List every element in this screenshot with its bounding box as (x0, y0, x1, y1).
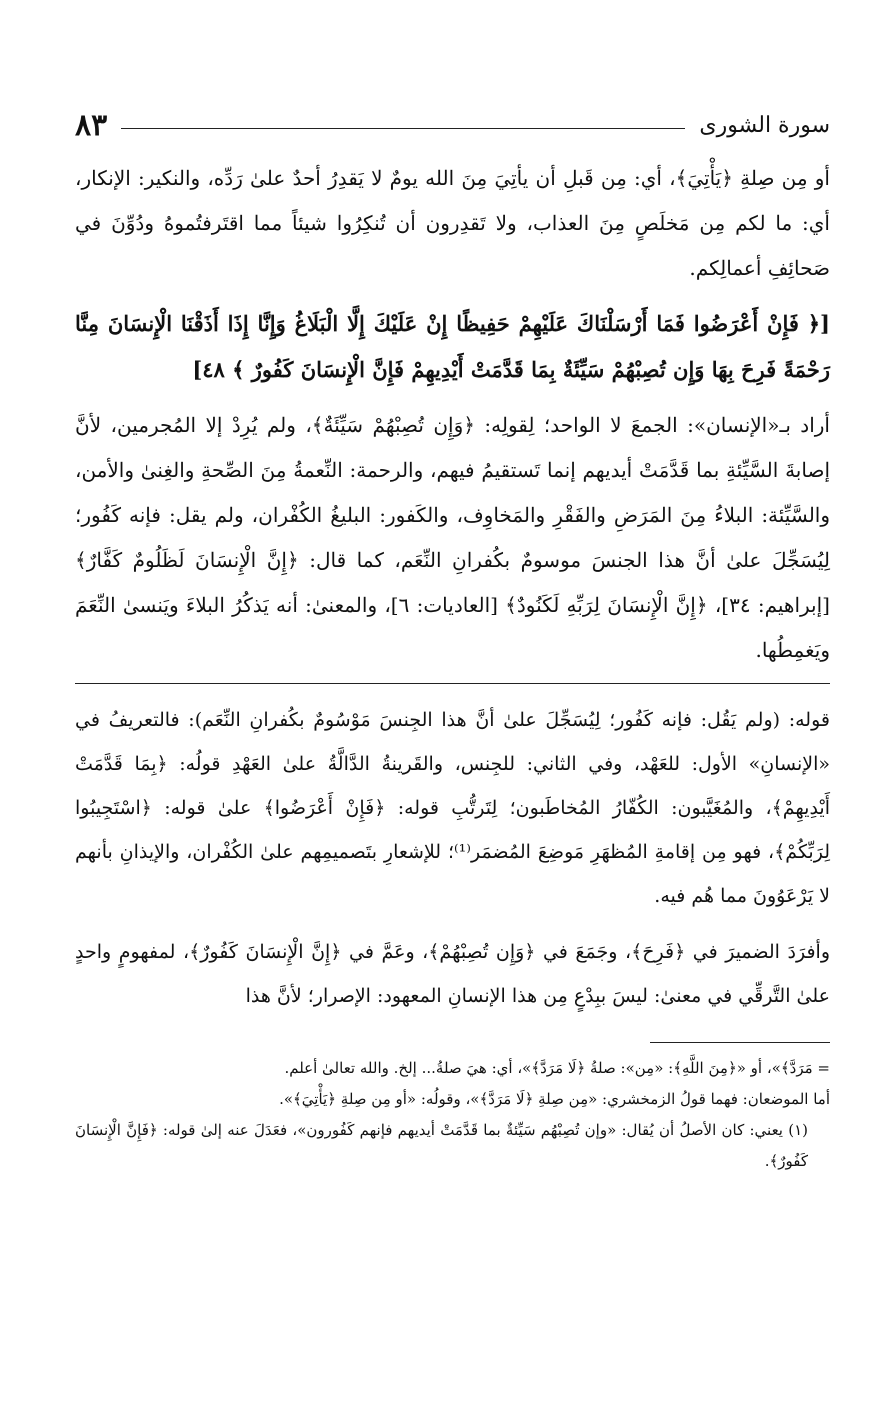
surah-title: سورة الشورى (699, 112, 830, 138)
header-rule (121, 128, 685, 129)
footnote-line: (١) يعني: كان الأصلُ أن يُقال: «وإن تُصِبْهُم سَيِّئةٌ بما قَدَّمَتْ أيديهم فإنهم كَفُورون»، فعَدَلَ عنه إلىٰ قوله: ﴿فَإِنَّ الْإِنسَانَ كَفُورٌ﴾. (75, 1121, 808, 1170)
footnote-line: = مَرَدَّ﴾»، أو «﴿مِنَ اللَّهِ﴾: «مِن»: صلةُ ﴿لَا مَرَدَّ﴾»، أي: هيَ صلةُ... إلخ. والله تعالىٰ أعلم. (284, 1059, 830, 1077)
commentary (75, 698, 830, 1018)
main-paragraph: أو مِن صِلةِ ﴿يَأْتِيَ﴾، أي: مِن قَبلِ أن يأتِيَ مِنَ الله يومٌ لا يَقدِرُ أحدٌ علىٰ رَدِّه، والنكير: الإنكار، أي: ما لكم مِن مَخلَصٍ مِنَ العذاب، ولا تَقدِرون أن تُنكِرُوا شيئاً مما اقتَرفتُموهُ ودُوِّنَ في صَحائِفِ أعمالِكم. (75, 166, 830, 280)
footnote-rule (650, 1042, 830, 1043)
footnote-line: أما الموضعان: فهما قولُ الزمخشري: «مِن صِلةِ ﴿لَا مَرَدَّ﴾»، وقولُه: «أو مِن صِلةِ ﴿يَأْتِيَ﴾». (279, 1090, 830, 1108)
footnotes (75, 1053, 830, 1177)
commentary-paragraph: وأفرَدَ الضميرَ في ﴿فَرِحَ﴾، وجَمَعَ في ﴿وَإِن تُصِبْهُمْ﴾، وعَمَّ في ﴿إِنَّ الْإِنسَانَ كَفُورٌ﴾، لمفهومٍ واحدٍ علىٰ التَّرقِّي في معنىٰ: ليسَ ببِدْعٍ مِن هذا الإنسانِ المعهود: الإصرار؛ لأنَّ هذا (75, 941, 830, 1007)
page-header (75, 100, 830, 150)
main-paragraph: أراد بـ«الإنسان»: الجمعَ لا الواحد؛ لِقولِه: ﴿وَإِن تُصِبْهُمْ سَيِّئَةٌ﴾، ولم يُرِدْ إلا المُجرمين، لأنَّ إصابةَ السَّيِّئةِ بما قَدَّمَتْ أيديهم إنما تَستقيمُ فيهم، والرحمة: النِّعمةُ مِنَ الصِّحةِ والغِنىٰ والأمن، والسَّيِّئة: البلاءُ مِنَ المَرَضِ والفَقْرِ والمَخاوِف، والكَفور: البليغُ الكُفْران، ولم يقل: فإنه كَفُور؛ لِيُسَجِّلَ علىٰ أنَّ هذا الجنسَ موسومٌ بكُفرانِ النِّعَم، كما قال: ﴿إِنَّ الْإِنسَانَ لَظَلُومٌ كَفَّارٌ﴾ [إبراهيم: ٣٤]، ﴿إِنَّ الْإِنسَانَ لِرَبِّهِ لَكَنُودٌ﴾ [العاديات: ٦]، والمعنىٰ: أنه يَذكُرُ البلاءَ ويَنسىٰ النِّعَمَ ويَغمِطُها. (75, 413, 830, 662)
book-page (75, 100, 830, 1177)
page-number: ٨٣ (75, 107, 108, 143)
commentary-paragraph: قوله: (ولم يَقُل: فإنه كَفُور؛ لِيُسَجِّلَ علىٰ أنَّ هذا الجِنسَ مَوْسُومٌ بكُفرانِ النِّعَم): فالتعريفُ في «الإنسانِ» الأول: للعَهْد، وفي الثاني: للجِنس، والقَرينةُ الدَّالَّةُ علىٰ العَهْدِ قولُه: ﴿بِمَا قَدَّمَتْ أَيْدِيهِمْ﴾، والمُغَيَّبون: الكُفّارُ المُخاطَبون؛ لِتَرتُّبِ قوله: ﴿فَإِنْ أَعْرَضُوا﴾ علىٰ قوله: ﴿اسْتَجِيبُوا لِرَبِّكُمْ﴾، فهو مِن إقامةِ المُظهَرِ مَوضِعَ المُضمَر⁽¹⁾؛ للإشعارِ بتَصميمِهم علىٰ الكُفْران، والإيذانِ بأنهم لا يَرْعَوُونَ مما هُم فيه. (75, 709, 830, 907)
quran-verse: [﴿ فَإِنْ أَعْرَضُوا فَمَا أَرْسَلْنَاكَ عَلَيْهِمْ حَفِيظًا إِنْ عَلَيْكَ إِلَّا الْبَلَاغُ وَإِنَّا إِذَا أَذَقْنَا الْإِنسَانَ مِنَّا رَحْمَةً فَرِحَ بِهَا وَإِن تُصِبْهُمْ سَيِّئَةٌ بِمَا قَدَّمَتْ أَيْدِيهِمْ فَإِنَّ الْإِنسَانَ كَفُورٌ ﴾ ٤٨] (75, 311, 830, 382)
section-divider (75, 683, 830, 684)
main-text (75, 156, 830, 673)
